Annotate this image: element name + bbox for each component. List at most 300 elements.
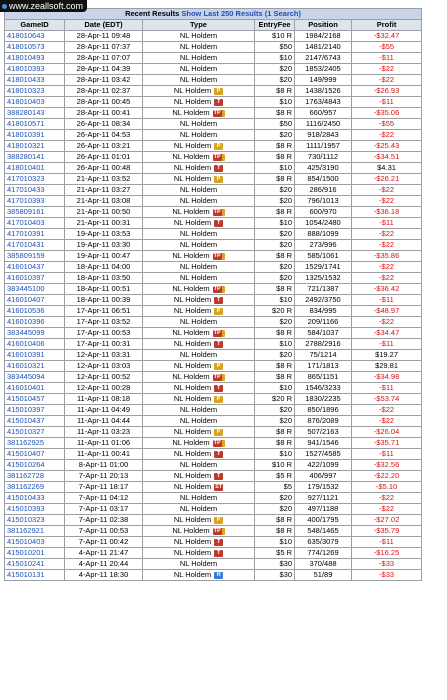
date-value: 28-Apr-11 (76, 97, 110, 106)
game-id-link[interactable]: 383445099 (5, 328, 65, 339)
type-value: NL Holdem (179, 350, 218, 359)
time-value: 01:01 (111, 152, 131, 161)
table-row (5, 64, 422, 75)
date-value: 7-Apr-11 (78, 537, 108, 546)
profit-cell: -$48.97 (352, 306, 422, 317)
entry-fee-cell: $8 R (255, 108, 295, 119)
profit-cell: -$22 (352, 130, 422, 141)
date-cell (65, 31, 143, 42)
time-value: 03:17 (109, 504, 129, 513)
profit-cell: -$34.98 (352, 372, 422, 383)
table-row (5, 394, 422, 405)
profit-cell: -$22 (352, 504, 422, 515)
tournament-plus-icon: P (214, 176, 223, 183)
date-value: 18-Apr-11 (76, 262, 110, 271)
profit-cell: -$26.04 (352, 427, 422, 438)
date-value: 26-Apr-11 (76, 141, 110, 150)
entry-fee-cell: $20 (255, 416, 295, 427)
type-cell (143, 350, 255, 361)
position-cell: 927/1121 (295, 493, 352, 504)
game-id-link[interactable]: 415010393 (5, 504, 65, 515)
profit-cell: -$22 (352, 416, 422, 427)
date-value: 26-Apr-11 (76, 152, 110, 161)
type-value: NL Holdem (179, 53, 218, 62)
date-cell (65, 130, 143, 141)
table-row (5, 31, 422, 42)
game-id-link[interactable]: 416010406 (5, 339, 65, 350)
date-value: 12-Apr-11 (76, 383, 110, 392)
profit-cell: -$22.20 (352, 471, 422, 482)
profit-cell: -$55 (352, 42, 422, 53)
game-id-link[interactable]: 381162921 (5, 526, 65, 537)
date-cell (65, 361, 143, 372)
type-value: NL Holdem (173, 548, 212, 557)
type-cell (143, 482, 255, 493)
game-id-link[interactable]: 381162728 (5, 471, 65, 482)
type-value: NL Holdem (173, 306, 212, 315)
date-cell (65, 471, 143, 482)
time-value: 01:06 (111, 438, 131, 447)
column-header-position[interactable]: Position (295, 20, 352, 31)
game-id-link[interactable]: 418010323 (5, 86, 65, 97)
game-id-link[interactable]: 418010391 (5, 130, 65, 141)
tournament-t-icon: T (214, 297, 223, 304)
entry-fee-cell: $8 R (255, 152, 295, 163)
type-value: NL Holdem (172, 328, 210, 337)
time-value: 03:52 (111, 174, 131, 183)
game-id-link[interactable]: 417010393 (5, 196, 65, 207)
date-cell (65, 284, 143, 295)
game-id-link[interactable]: 418010433 (5, 75, 65, 86)
time-value: 00:52 (111, 372, 131, 381)
entry-fee-cell: $20 (255, 317, 295, 328)
type-value: NL Holdem (179, 240, 218, 249)
game-id-link[interactable]: 388280143 (5, 108, 65, 119)
date-value: 7-Apr-11 (78, 504, 108, 513)
entry-fee-cell: $8 R (255, 207, 295, 218)
profit-cell: -$11 (352, 537, 422, 548)
profit-cell: -$22 (352, 493, 422, 504)
position-cell: 171/1813 (295, 361, 352, 372)
entry-fee-cell: $8 R (255, 141, 295, 152)
game-id-link[interactable]: 381162269 (5, 482, 65, 493)
table-row (5, 559, 422, 570)
column-header-date[interactable]: Date (EDT) (65, 20, 143, 31)
date-cell (65, 438, 143, 449)
show-last-250-link[interactable]: Show Last 250 Results (1 Search) (181, 9, 301, 18)
type-cell (143, 64, 255, 75)
type-cell (143, 504, 255, 515)
time-value: 02:38 (109, 515, 129, 524)
tournament-t-icon: T (214, 550, 223, 557)
entry-fee-cell: $10 (255, 383, 295, 394)
type-cell (143, 405, 255, 416)
table-row (5, 141, 422, 152)
watermark: www.zeallsoft.com (0, 0, 87, 12)
entry-fee-cell: $10 (255, 537, 295, 548)
game-id-link[interactable]: 415010323 (5, 515, 65, 526)
tournament-t-icon: T (214, 220, 223, 227)
entry-fee-cell: $8 R (255, 284, 295, 295)
game-id-link[interactable]: 415010457 (5, 394, 65, 405)
game-id-link[interactable]: 416010407 (5, 295, 65, 306)
profit-cell: -$55 (352, 119, 422, 130)
position-cell: 796/1013 (295, 196, 352, 207)
type-cell (143, 515, 255, 526)
type-value: NL Holdem (179, 262, 218, 271)
game-id-link[interactable]: 415010327 (5, 427, 65, 438)
time-value: 04:49 (111, 405, 131, 414)
time-value: 08:18 (111, 394, 131, 403)
time-value: 01:00 (109, 460, 129, 469)
type-cell (143, 251, 255, 262)
time-value: 06:51 (111, 306, 131, 315)
type-cell (143, 130, 255, 141)
entry-fee-cell: $10 (255, 163, 295, 174)
date-cell (65, 559, 143, 570)
profit-cell: -$11 (352, 383, 422, 394)
table-row (5, 317, 422, 328)
type-value: NL Holdem (179, 185, 218, 194)
profit-cell: -$11 (352, 218, 422, 229)
profit-cell: -$11 (352, 97, 422, 108)
table-row (5, 163, 422, 174)
entry-fee-cell: $10 (255, 97, 295, 108)
type-cell (143, 97, 255, 108)
column-header-type[interactable]: Type (143, 20, 255, 31)
date-value: 28-Apr-11 (76, 75, 110, 84)
type-cell (143, 383, 255, 394)
type-cell (143, 141, 255, 152)
time-value: 04:44 (111, 416, 131, 425)
time-value: 00:39 (111, 295, 131, 304)
date-value: 11-Apr-11 (76, 394, 110, 403)
game-id-link[interactable]: 388280141 (5, 152, 65, 163)
profit-cell: -$33 (352, 559, 422, 570)
entry-fee-cell: $20 (255, 185, 295, 196)
time-value: 00:48 (111, 163, 131, 172)
game-id-link[interactable]: 415010264 (5, 460, 65, 471)
date-cell (65, 251, 143, 262)
table-row (5, 53, 422, 64)
type-cell (143, 339, 255, 350)
table-row (5, 482, 422, 493)
game-id-link[interactable]: 418010321 (5, 141, 65, 152)
position-cell: 179/1532 (295, 482, 352, 493)
tournament-tp-icon: TP (213, 285, 221, 292)
time-value: 02:37 (111, 86, 131, 95)
game-id-link[interactable]: 415010437 (5, 416, 65, 427)
date-cell (65, 306, 143, 317)
tournament-t-icon: T (214, 341, 223, 348)
date-value: 19-Apr-11 (76, 240, 110, 249)
date-cell (65, 163, 143, 174)
type-value: NL Holdem (172, 372, 210, 381)
profit-cell: -$16.25 (352, 548, 422, 559)
profit-cell: $29.81 (352, 361, 422, 372)
time-value: 04:53 (111, 130, 131, 139)
entry-fee-cell: $20 (255, 64, 295, 75)
date-value: 21-Apr-11 (76, 207, 110, 216)
game-id-link[interactable]: 416010321 (5, 361, 65, 372)
time-value: 00:45 (111, 97, 131, 106)
game-id-link[interactable]: 417010323 (5, 174, 65, 185)
time-value: 00:41 (111, 108, 131, 117)
game-id-link[interactable]: 416010396 (5, 317, 65, 328)
type-value: NL Holdem (173, 471, 212, 480)
type-cell (143, 31, 255, 42)
entry-fee-cell: $5 (255, 482, 295, 493)
type-cell (143, 273, 255, 284)
time-value: 03:21 (111, 141, 131, 150)
table-row (5, 86, 422, 97)
table-row (5, 504, 422, 515)
date-cell (65, 317, 143, 328)
date-value: 11-Apr-11 (76, 416, 110, 425)
date-cell (65, 504, 143, 515)
type-value: NL Holdem (179, 405, 218, 414)
game-id-link[interactable]: 417010403 (5, 218, 65, 229)
table-row (5, 97, 422, 108)
type-cell (143, 108, 255, 119)
type-cell (143, 196, 255, 207)
time-value: 00:42 (109, 537, 129, 546)
date-cell (65, 86, 143, 97)
tournament-t-icon: T (214, 99, 223, 106)
profit-cell: -$35.06 (352, 108, 422, 119)
game-id-link[interactable]: 415010241 (5, 559, 65, 570)
type-value: NL Holdem (172, 284, 210, 293)
game-id-link[interactable]: 418010403 (5, 97, 65, 108)
type-value: NL Holdem (179, 317, 218, 326)
position-cell: 1830/2235 (295, 394, 352, 405)
position-cell: 75/1214 (295, 350, 352, 361)
position-cell: 422/1099 (295, 460, 352, 471)
date-cell (65, 196, 143, 207)
type-value: NL Holdem (173, 218, 212, 227)
position-cell: 548/1465 (295, 526, 352, 537)
date-value: 7-Apr-11 (78, 493, 108, 502)
time-value: 00:28 (111, 383, 131, 392)
game-id-link[interactable]: 416010391 (5, 350, 65, 361)
entry-fee-cell: $20 (255, 196, 295, 207)
type-value: NL Holdem (173, 537, 212, 546)
date-value: 11-Apr-11 (76, 405, 110, 414)
time-value: 00:53 (109, 526, 129, 535)
position-cell: 2788/2916 (295, 339, 352, 350)
type-cell (143, 163, 255, 174)
game-id-link[interactable]: 415010397 (5, 405, 65, 416)
entry-fee-cell: $5 R (255, 471, 295, 482)
entry-fee-cell: $8 R (255, 328, 295, 339)
tournament-plus-icon: P (214, 517, 223, 524)
entry-fee-cell: $20 (255, 350, 295, 361)
date-value: 11-Apr-11 (76, 427, 110, 436)
game-id-link[interactable]: 417010391 (5, 229, 65, 240)
column-header-gameid[interactable]: GameID (5, 20, 65, 31)
game-id-link[interactable]: 416010401 (5, 383, 65, 394)
position-cell: 585/1061 (295, 251, 352, 262)
game-id-link[interactable]: 416010397 (5, 273, 65, 284)
table-row (5, 350, 422, 361)
game-id-link[interactable]: 416010437 (5, 262, 65, 273)
date-cell (65, 218, 143, 229)
column-header-entryfee[interactable]: EntryFee (255, 20, 295, 31)
date-cell (65, 207, 143, 218)
game-id-link[interactable]: 416010536 (5, 306, 65, 317)
type-value: NL Holdem (179, 493, 218, 502)
date-cell (65, 97, 143, 108)
game-id-link[interactable]: 383445094 (5, 372, 65, 383)
table-row (5, 383, 422, 394)
type-value: NL Holdem (179, 273, 218, 282)
date-value: 11-Apr-11 (76, 438, 110, 447)
type-value: NL Holdem (179, 504, 218, 513)
position-cell: 660/957 (295, 108, 352, 119)
profit-cell: -$22 (352, 273, 422, 284)
date-value: 12-Apr-11 (76, 372, 110, 381)
game-id-link[interactable]: 417010431 (5, 240, 65, 251)
type-cell (143, 372, 255, 383)
game-id-link[interactable]: 415010201 (5, 548, 65, 559)
date-cell (65, 152, 143, 163)
position-cell: 370/488 (295, 559, 352, 570)
time-value: 03:42 (111, 75, 131, 84)
game-id-link[interactable]: 415010407 (5, 449, 65, 460)
date-cell (65, 328, 143, 339)
date-cell (65, 350, 143, 361)
date-value: 18-Apr-11 (76, 273, 110, 282)
tournament-tp-icon: TP (213, 329, 221, 336)
type-cell (143, 207, 255, 218)
game-id-link[interactable]: 417010433 (5, 185, 65, 196)
game-id-link[interactable]: 383445100 (5, 284, 65, 295)
profit-cell: -$11 (352, 339, 422, 350)
profit-cell: -$22 (352, 196, 422, 207)
date-cell (65, 273, 143, 284)
entry-fee-cell: $10 (255, 339, 295, 350)
entry-fee-cell: $20 (255, 130, 295, 141)
table-row (5, 262, 422, 273)
profit-cell: -$33 (352, 570, 422, 581)
table-row (5, 493, 422, 504)
game-id-link[interactable]: 418010573 (5, 42, 65, 53)
date-cell (65, 493, 143, 504)
table-row (5, 570, 422, 581)
table-row (5, 449, 422, 460)
type-cell (143, 449, 255, 460)
game-id-link[interactable]: 418010393 (5, 64, 65, 75)
entry-fee-cell: $20 R (255, 306, 295, 317)
table-row (5, 196, 422, 207)
date-cell (65, 416, 143, 427)
entry-fee-cell: $8 R (255, 515, 295, 526)
type-value: NL Holdem (179, 460, 218, 469)
tournament-tp-icon: TP (213, 373, 221, 380)
game-id-link[interactable]: 385809161 (5, 207, 65, 218)
table-row (5, 152, 422, 163)
game-id-link[interactable]: 381162925 (5, 438, 65, 449)
table-row (5, 537, 422, 548)
type-cell (143, 548, 255, 559)
table-row (5, 328, 422, 339)
type-cell (143, 526, 255, 537)
type-value: NL Holdem (173, 163, 212, 172)
date-cell (65, 174, 143, 185)
position-cell: 1527/4585 (295, 449, 352, 460)
entry-fee-cell: $8 R (255, 251, 295, 262)
type-cell (143, 416, 255, 427)
date-value: 21-Apr-11 (76, 185, 110, 194)
type-value: NL Holdem (179, 416, 218, 425)
date-cell (65, 240, 143, 251)
entry-fee-cell: $20 (255, 405, 295, 416)
time-value: 04:12 (109, 493, 129, 502)
date-cell (65, 295, 143, 306)
game-id-link[interactable]: 385809159 (5, 251, 65, 262)
game-id-link[interactable]: 415010403 (5, 537, 65, 548)
profit-cell: $19.27 (352, 350, 422, 361)
tournament-plus-icon: P (214, 308, 223, 315)
game-id-link[interactable]: 418010643 (5, 31, 65, 42)
table-row (5, 526, 422, 537)
entry-fee-cell: $8 R (255, 427, 295, 438)
results-table (4, 8, 422, 581)
type-value: NL Holdem (173, 427, 212, 436)
table-row (5, 207, 422, 218)
date-value: 4-Apr-11 (78, 559, 108, 568)
position-cell: 834/995 (295, 306, 352, 317)
type-value: NL Holdem (173, 570, 212, 579)
profit-cell: -$32.56 (352, 460, 422, 471)
entry-fee-cell: $10 R (255, 31, 295, 42)
table-row (5, 130, 422, 141)
type-cell (143, 460, 255, 471)
date-cell (65, 460, 143, 471)
profit-cell: -$22 (352, 64, 422, 75)
game-id-link[interactable]: 418010493 (5, 53, 65, 64)
satellite-st-icon: ST (215, 483, 223, 490)
date-cell (65, 405, 143, 416)
date-value: 17-Apr-11 (76, 306, 110, 315)
date-value: 8-Apr-11 (78, 460, 108, 469)
hyper-icon: H (214, 572, 223, 579)
table-row (5, 240, 422, 251)
game-id-link[interactable]: 418010571 (5, 119, 65, 130)
table-row (5, 295, 422, 306)
date-cell (65, 339, 143, 350)
column-header-profit[interactable]: Profit (352, 20, 422, 31)
entry-fee-cell: $10 (255, 53, 295, 64)
tournament-t-icon: T (214, 451, 223, 458)
type-cell (143, 328, 255, 339)
tournament-t-icon: T (214, 165, 223, 172)
game-id-link[interactable]: 415010131 (5, 570, 65, 581)
position-cell: 774/1269 (295, 548, 352, 559)
type-value: NL Holdem (172, 207, 210, 216)
table-row (5, 548, 422, 559)
date-value: 28-Apr-11 (76, 53, 110, 62)
table-row (5, 218, 422, 229)
position-cell: 507/2163 (295, 427, 352, 438)
position-cell: 2147/6743 (295, 53, 352, 64)
position-cell: 1546/3233 (295, 383, 352, 394)
type-cell (143, 559, 255, 570)
date-value: 28-Apr-11 (76, 42, 110, 51)
position-cell: 850/1896 (295, 405, 352, 416)
game-id-link[interactable]: 418010401 (5, 163, 65, 174)
game-id-link[interactable]: 415010433 (5, 493, 65, 504)
